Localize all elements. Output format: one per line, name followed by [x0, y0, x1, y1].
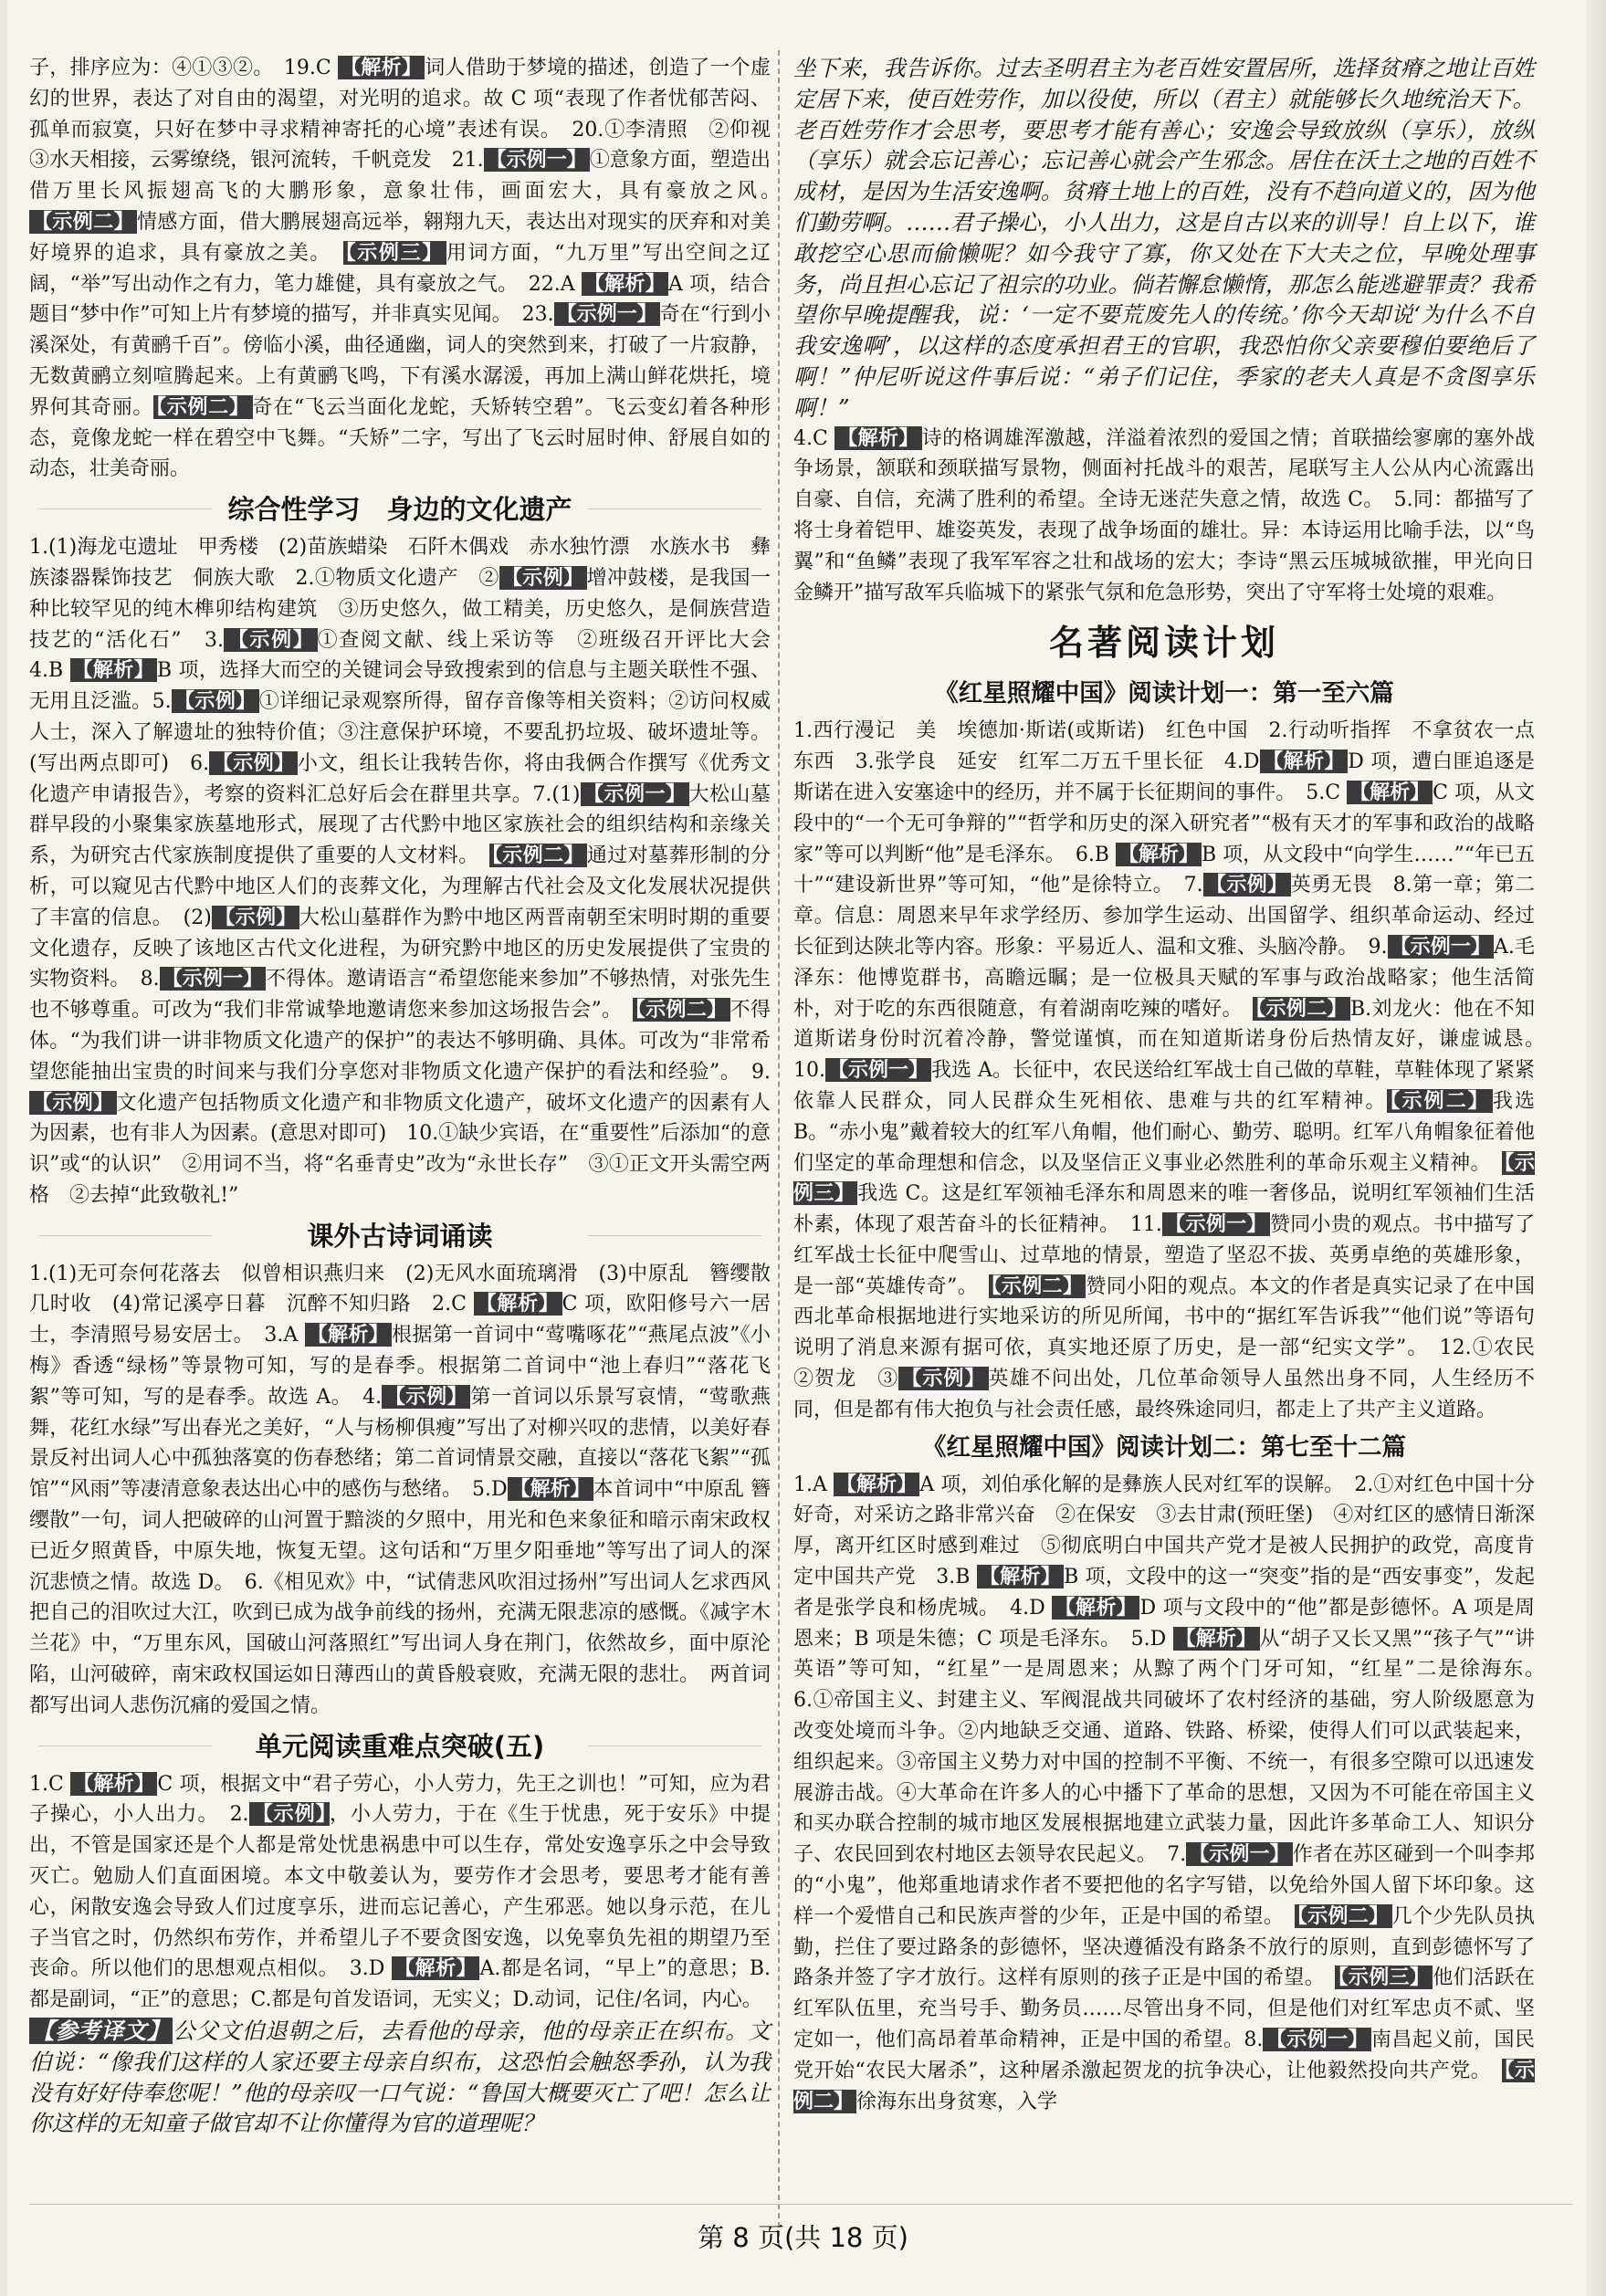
- footer-rule: [29, 2204, 1572, 2205]
- reading-plan-heading: 名著阅读计划: [1048, 623, 1279, 664]
- left_column-answer-paragraph: 子，排序应为：④①③②。 19.C 【解析】 词人借助于梦境的描述，创造了一个虚幻的世界，表达了对自由的渴望，对光明的追求。故 C 项“表现了作者忧郁苦闷、孤单而寂寞，只好在梦中寻求精神寄托的心境”表述有误。 20.①李清照 ②仰视 ③水天相接，云雾缭绕，银河流转，千帆竞发 21. 【示例一】 ①意象方面，塑造出借万里长风振翅高飞的大鹏形象，意象壮伟，画面宏大，具有豪放之风。 【示例二】 情感方面，借大鹏展翅高远举，翱翔九天，表达出对现实的厌弃和对美好境界的追求，具有豪放之美。 【示例三】 用词方面，“九万里”写出空间之辽阔，“举”写出动作之有力，笔力雄健，具有豪放之气。 22.A 【解析】 A 项，结合题目“梦中作”可知上片有梦境的描写，并非真实见闻。 23. 【示例一】 奇在“行到小溪深处，有黄鹂千百”。傍临小溪，曲径通幽，词人的突然到来，打破了一片寂静，无数黄鹂立刻喧腾起来。上有黄鹂飞鸣，下有溪水潺湲，再加上满山鲜花烘托，境界何其奇丽。 【示例二】 奇在“飞云当面化龙蛇，夭矫转空碧”。飞云变幻着各种形态，竟像龙蛇一样在碧空中飞舞。“夭矫”二字，写出了飞云时屈时伸、舒展自如的动态，壮美奇丽。: [29, 56, 792, 481]
- left_column-answer-paragraph: 1.(1)无可奈何花落去 似曾相识燕归来 (2)无风水面琉璃滑 (3)中原乱 簪缨散 几时收 (4)常记溪亭日暮 沉醉不知归路 2.C 【解析】 C 项，欧阳修号六一居士，李清照号易安居士。 3.A 【解析】 根据第一首词中“莺嘴啄花”“燕尾点波”《小梅》香透“绿杨”等景物可知，写的是春季。根据第二首词中“池上春归”“落花飞絮”等可知，写的是春季。故选 A。 4. 【示例】 第一首词以乐景写哀情，“莺歌燕舞，花红水绿”写出春光之美好，“人与杨柳俱瘦”写出了对柳兴叹的悲情，以美好春景反衬出词人心中孤独落寞的伤春愁绪；第二首词情景交融，直接以“落花飞絮”“孤馆”“风雨”等凄清意象表达出心中的感伤与愁绪。 5.D 【解析】 本首词中“中原乱 簪缨散”一句，词人把破碎的山河置于黯淡的夕照中，用光和色来象征和暗示南宋政权已近夕照黄昏，中原失地，恢复无望。这句话和“万里夕阳垂地”等写出了词人的深沉悲愤之情。故选 D。 6.《相见欢》中，“试倩悲风吹泪过扬州”写出词人乞求西风把自己的泪吹过大江，吹到已成为战争前线的扬州，充满无限悲凉的感慨。《减字木兰花》中，“万里东风，国破山河落照红”写出词人身在荆门，依然故乡，面中原沦陷，山河破碎，南宋政权国运如日薄西山的黄昏般衰败，充满无限的悲壮。 两首词都写出词人悲伤沉痛的爱国之情。: [29, 1262, 792, 1717]
- right_column-answer-paragraph: 4.C 【解析】 诗的格调雄浑激越，洋溢着浓烈的爱国之情；首联描绘寥廓的塞外战争场景，颔联和颈联描写景物，侧面衬托战斗的艰苦，尾联写主人公从内心流露出自豪、自信，充满了胜利的希望。全诗无迷茫失意之情，故选 C。 5.同：都描写了将士身着铠甲、雄姿英发，表现了战争场面的雄壮。异：本诗运用比喻手法，以“鸟翼”和“鱼鳞”表现了我军军容之壮和战场的宏大；李诗“黑云压城城欲摧，甲光向日金鳞开”描写敌军兵临城下的紧张气氛和危急形势，突出了守军将士处境的艰难。: [793, 425, 1535, 604]
- left_column-answer-paragraph: 1.(1)海龙屯遗址 甲秀楼 (2)苗族蜡染 石阡木偶戏 赤水独竹漂 水族水书 彝族漆器髹饰技艺 侗族大歌 2.①物质文化遗产 ② 【示例】 增冲鼓楼，是我国一种比较罕见的纯木榫卯结构建筑 ③历史悠久，做工精美，历史悠久，是侗族营造技艺的“活化石” 3. 【示例】 ①查阅文献、线上采访等 ②班级召开评比大会 4.B 【解析】 B 项，选择大而空的关键词会导致搜索到的信息与主题关联性不强、无用且泛滥。5. 【示例】 ①详细记录观察所得，留存音像等相关资料；②访问权威人士，深入了解遗址的独特价值；③注意保护环境，不要乱扔垃圾、破坏遗址等。(写出两点即可) 6. 【示例】 小文，组长让我转告你，将由我俩合作撰写《优秀文化遗产申请报告》，考察的资料汇总好后会在群里共享。7.(1) 【示例一】 大松山墓群早段的小聚集家族墓地形式，展现了古代黔中地区家族社会的组织结构和亲缘关系，为研究古代家族制度提供了重要的人文材料。 【示例二】 通过对墓葬形制的分析，可以窥见古代黔中地区人们的丧葬文化，为理解古代社会及文化发展状况提供了丰富的信息。 (2) 【示例】 大松山墓群作为黔中地区两晋南朝至宋明时期的重要文化遗存，反映了该地区古代文化进程，为研究黔中地区的历史发展提供了宝贵的实物资料。 8. 【示例一】 不得体。邀请语言“希望您能来参加”不够热情，对张先生也不够尊重。可改为“我们非常诚挚地邀请您来参加这场报告会”。 【示例二】 不得体。“为我们讲一讲非物质文化遗产的保护”的表达不够明确、具体。可改为“非常希望您能抽出宝贵的时间来与我们分享您对非物质文化遗产保护的看法和经验”。 9.【示例】 文化遗产包括物质文化遗产和非物质文化遗产，破坏文化遗产的因素有人为因素，也有非人为因素。(意思对即可) 10.①缺少宾语，在“重要性”后添加“的意识”或“的认识” ②用词不当，将“名垂青史”改为“永世长存” ③①正文开头需空两格 ②去掉“此致敬礼!”: [29, 536, 791, 1207]
- reference-translation: 坐下来，我告诉你。过去圣明君主为老百姓安置居所，选择贫瘠之地让百姓定居下来，使百姓劳作，加以役使，所以（君主）就能够长久地统治天下。老百姓劳作才会思考，要思考才能有善心；安逸会导致放纵（享乐），放纵（享乐）就会忘记善心；忘记善心就会产生邪念。居住在沃土之地的百姓不成材，是因为生活安逸啊。贫瘠土地上的百姓，没有不趋向道义的，因为他们勤劳啊。……君子操心，小人出力，这是自古以来的训导！自上以下，谁敢挖空心思而偷懒呢？如今我守了寡，你又处在下大夫之位，早晚处理事务，尚且担心忘记了祖宗的功业。倘若懈怠懒惰，那怎么能逃避罪责？我希望你早晚提醒我，说：‘一定不要荒废先人的传统。’你今天却说‘为什么不自我安逸啊’，以这样的态度承担君王的官职，我恐怕你父亲要穆伯要绝后了啊！”仲尼听说这件事后说：“弟子们记住，季家的老夫人真是不贪图享乐啊！”: [793, 55, 1535, 421]
- right-column: [793, 53, 1556, 2117]
- page-left-edge: [0, 0, 7, 2296]
- reading-plan-subheading: 《红星照耀中国》阅读计划一：第一至六篇: [934, 679, 1394, 708]
- left_column-answer-paragraph: 1.C 【解析】 C 项，根据文中“君子劳心，小人劳力，先王之训也！”可知，应为君子操心，小人出力。 2. 【示例】 ，小人劳力，于在《生于忧患，死于安乐》中提出，不管是国家还是个人都是常处忧患祸患中可以生存，常处安逸享乐之中会导致灭亡。勉励人们直面困境。本文中敬姜认为，要劳作才会思考，要思考才能有善心，闲散安逸会导致人们过度享乐，进而忘记善心，产生邪恶。她以身示范，在儿子当官之时，仍然织布劳作，并希望儿子不要贪图安逸，以免辜负先祖的期望乃至丧命。所以他们的思想观点相似。 3.D 【解析】 A.都是名词，“早上”的意思；B.都是副词，“正”的意思；C.都是句首发语词，无实义；D.动词，记住/名词，内心。: [29, 1771, 771, 2012]
- column-divider: [778, 50, 780, 2246]
- page-right-edge: [1586, 0, 1606, 2296]
- section-heading: 单元阅读重难点突破(五): [29, 1725, 771, 1767]
- reference-translation: 【参考译文】 公父文伯退朝之后，去看他的母亲，他的母亲正在织布。文伯说：“像我们这样的人家还要主母亲自织布，这恐怕会触怒季孙，认为我没有好好侍奉您呢！”他的母亲叹一口气说：“鲁国大概要灭亡了吧！怎么让你这样的无知童子做官却不让你懂得为官的道理呢？: [29, 2018, 772, 2137]
- section-heading: 综合性学习 身边的文化遗产: [29, 488, 771, 530]
- right_column-answer-paragraph: 1.西行漫记 美 埃德加·斯诺(或斯诺) 红色中国 2.行动听指挥 不拿贫农一点东西 3.张学良 延安 红军二万五千里长征 4.D 【解析】 D 项，遭白匪追逐是斯诺在进入安塞途中的经历，并不属于长征期间的事件。 5.C 【解析】 C 项，从文段中的“一个无可争辩的”“哲学和历史的深入研究者”“极有天才的军事和政治的战略家”等可以判断“他”是毛泽东。 6.B 【解析】 B 项，从文段中“向学生……”“年已五十”“建设新世界”等可知，“他”是徐特立。 7. 【示例】 英勇无畏 8.第一章；第二章。信息：周恩来早年求学经历、参加学生运动、出国留学、组织革命运动、经过长征到达陕北等内容。形象：平易近人、温和文雅、头脑冷静。 9. 【示例一】 A.毛泽东：他博览群书，高瞻远瞩；是一位极具天赋的军事与政治战略家；他生活简朴，对于吃的东西很随意，有着湖南吃辣的嗜好。 【示例二】 B.刘龙火：他在不知道斯诺身份时沉着冷静，警觉谨慎，而在知道斯诺身份后热情友好，谦虚诚恳。 10. 【示例一】 我选 A。长征中，农民送给红军战士自己做的草鞋，草鞋体现了紧紧依靠人民群众，同人民群众生死相依、患难与共的红军精神。 【示例二】 我选 B。“赤小鬼”戴着较大的红军八角帽，他们耐心、勤劳、聪明。红军八角帽象征着他们坚定的革命理想和信念，以及坚信正义事业必然胜利的革命乐观主义精神。 【示例三】 我选 C。这是红军领袖毛泽东和周恩来的唯一奢侈品，说明红军领袖们生活朴素，体现了艰苦奋斗的长征精神。 11. 【示例一】 赞同小贵的观点。书中描写了红军战士长征中爬雪山、过草地的情景，塑造了坚忍不拔、英勇卓绝的英雄形象，是一部“英雄传奇”。 【示例二】 赞同小阳的观点。本文的作者是真实记录了在中国西北革命根据地进行实地采访的所见所闻，书中的“据红军告诉我”“他们说”等语句说明了消息来源有据可依，真实地还原了历史，是一部“纪实文学”。 12.①农民 ②贺龙 ③ 【示例】 英雄不问出处，几位革命领导人虽然出身不同，人生经历不同，但是都有伟大抱负与社会责任感，最终殊途同归，都走上了共产主义道路。: [793, 719, 1556, 1421]
- left-column: [29, 53, 792, 2139]
- section-heading: 课外古诗词诵读: [29, 1215, 771, 1257]
- page-number: 第 8 页(共 18 页): [698, 2222, 908, 2253]
- right_column-answer-paragraph: 1.A 【解析】 A 项，刘伯承化解的是彝族人民对红军的误解。 2.①对红色中国十分好奇，对采访之路非常兴奋 ②在保安 ③去甘肃(预旺堡) ④对红区的感情日渐深厚，离开红区时感到难过 ⑤彻底明白中国共产党才是被人民拥护的政党，高度肯定中国共产党 3.B 【解析】 B 项，文段中的这一“突变”指的是“西安事变”，发起者是张学良和杨虎城。 4.D 【解析】 D 项与文段中的“他”都是彭德怀。A 项是周恩来；B 项是朱德；C 项是毛泽东。 5.D 【解析】 从“胡子又长又黑”“孩子气”“讲英语”等可知，“红星”一是周恩来；从黥了两个门牙可知，“红星”二是徐海东。 6.①帝国主义、封建主义、军阀混战共同破坏了农村经济的基础，穷人阶级愿意为改变处境而斗争。②内地缺乏交通、道路、铁路、桥梁，使得人们可以武装起来，组织起来。③帝国主义势力对中国的控制不平衡、不统一，有很多空隙可以迅速发展游击战。④大革命在许多人的心中播下了革命的思想，又因为不可能在帝国主义和买办联合控制的城市地区发展根据地建立武装力量，因此许多革命工人、知识分子、农民回到农村地区去领导农民起义。 7. 【示例一】 作者在苏区碰到一个叫李邦的“小鬼”，他郑重地请求作者不要把他的名字写错，以免给外国人留下坏印象。这样一个爱惜自己和民族声誉的少年，正是中国的希望。 【示例二】 几个少先队员执勤，拦住了要过路条的彭德怀，坚决遵循没有路条不放行的原则，直到彭德怀写了路条并签了字才放行。这样有原则的孩子正是中国的希望。 【示例三】 他们活跃在红军队伍里，充当号手、勤务员……尽管出身不同，但是他们对红军忠贞不贰、坚定如一，他们高昂着革命精神，正是中国的希望。8. 【示例一】 南昌起义前，国民党开始“农民大屠杀”，这种屠杀激起贺龙的抗争决心，让他毅然投向共产党。 【示例二】 徐海东出身贫寒，入学: [793, 1472, 1556, 2113]
- reading-plan-subheading: 《红星照耀中国》阅读计划二：第七至十二篇: [922, 1432, 1406, 1462]
